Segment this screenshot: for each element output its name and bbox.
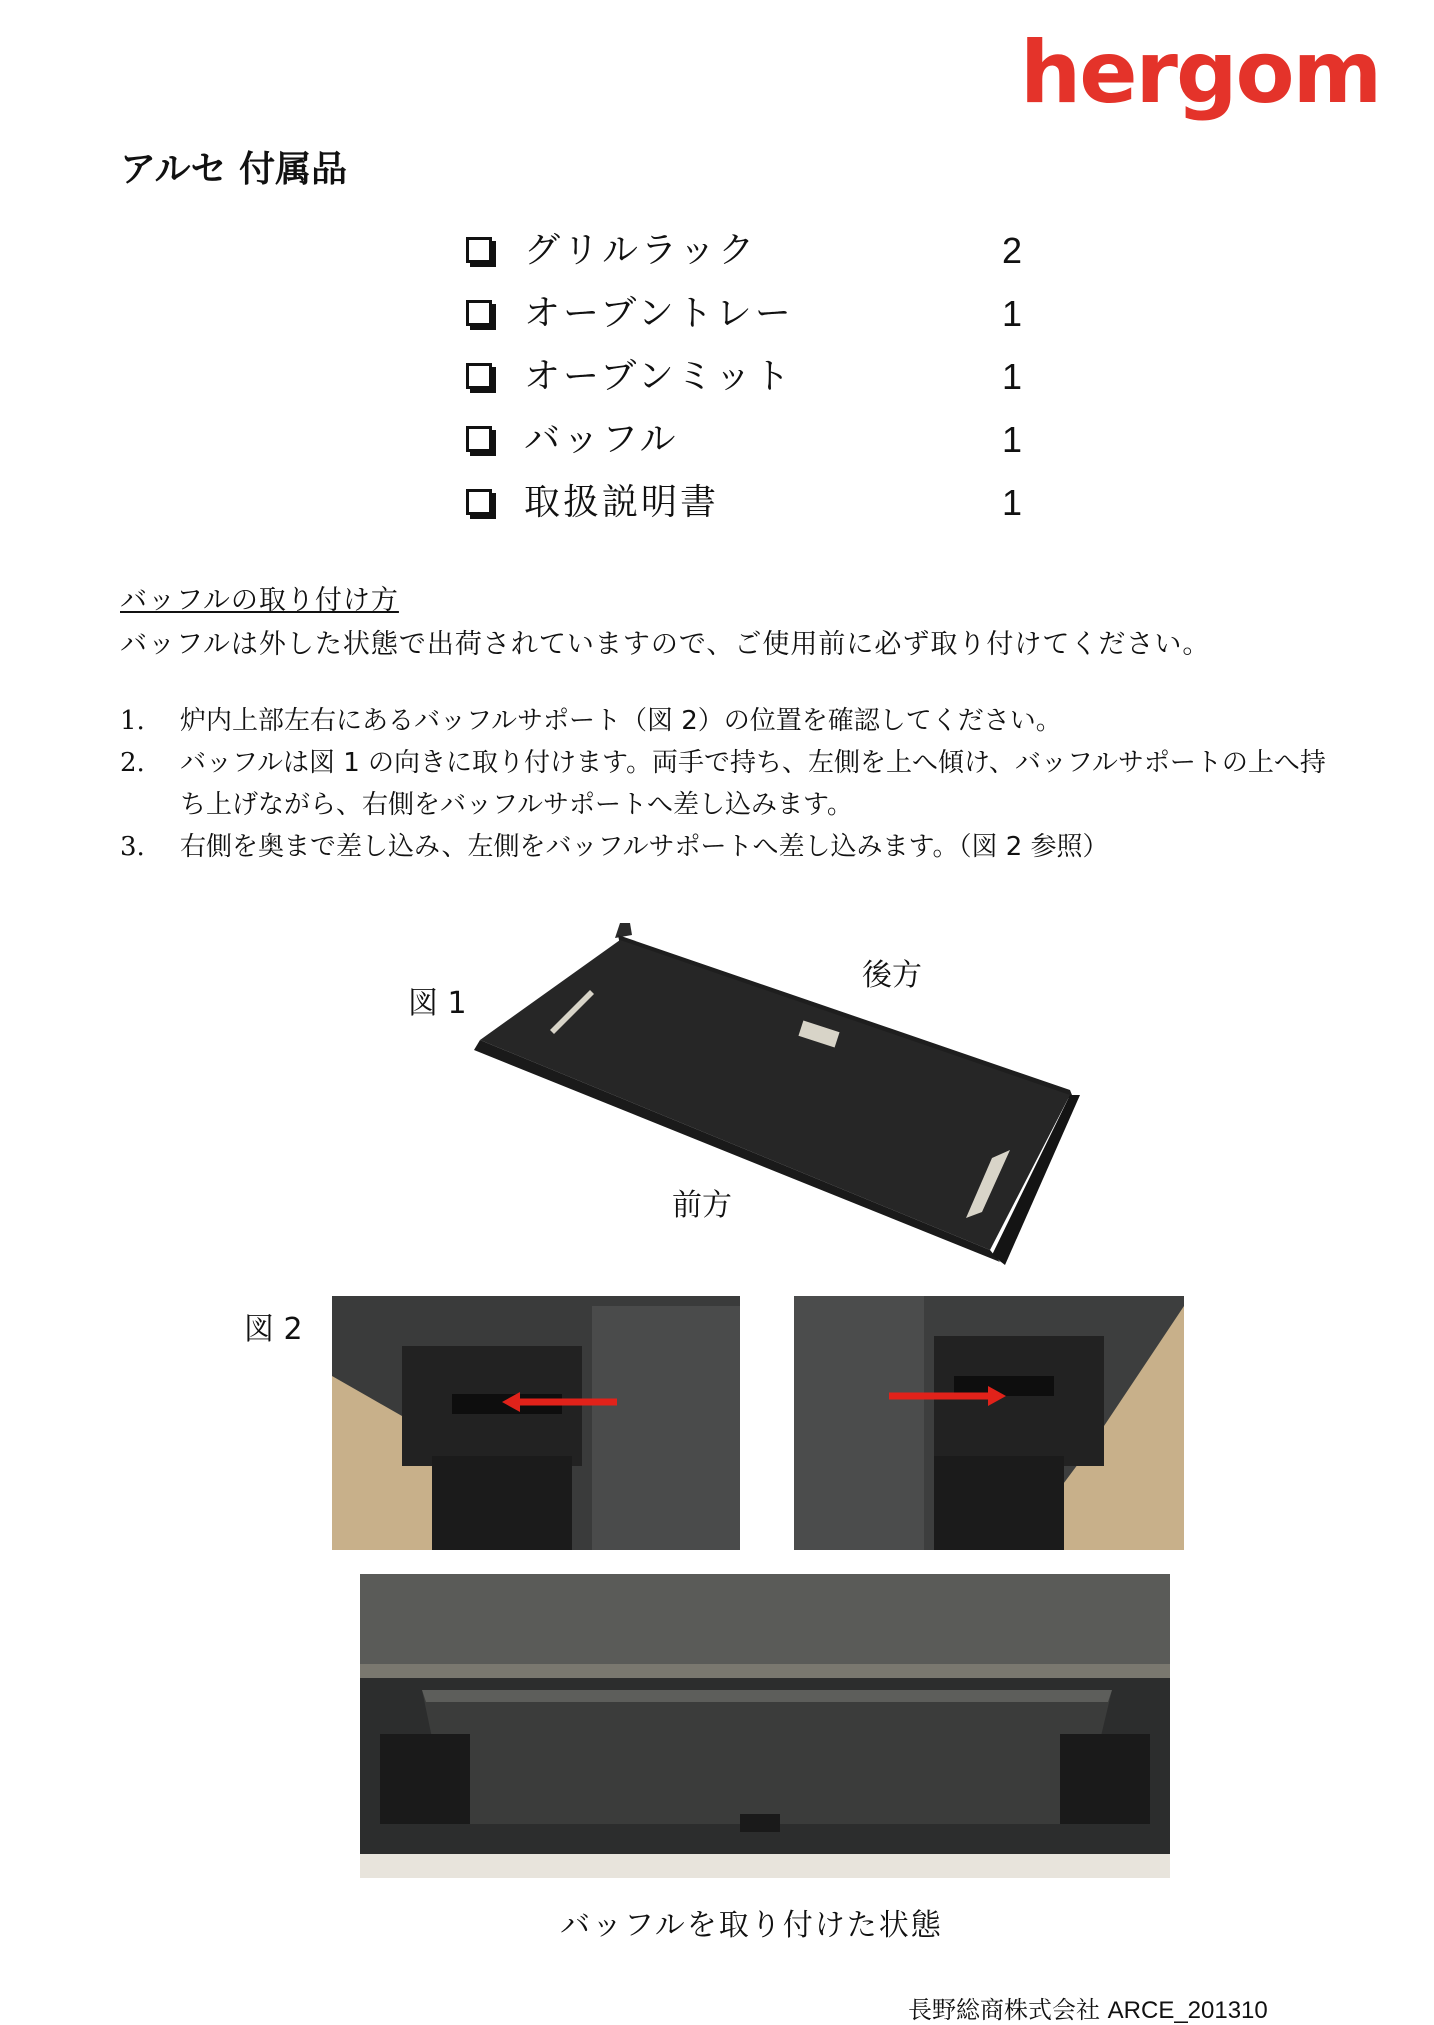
figure1-label: 図 1 xyxy=(408,986,467,1021)
figure1-back-label: 後方 xyxy=(862,958,922,993)
accessory-list xyxy=(462,225,1022,540)
checkbox-icon xyxy=(466,237,492,263)
footer xyxy=(908,1990,1268,2025)
list-item xyxy=(120,826,1340,868)
list-item xyxy=(462,288,1022,351)
list-item xyxy=(462,225,1022,288)
list-item xyxy=(120,742,1340,826)
installed-baffle-photo xyxy=(360,1574,1170,1878)
step-number: 2. xyxy=(120,748,145,778)
step-number: 3. xyxy=(120,832,145,862)
step-text: バッフルは図 1 の向きに取り付けます。両手で持ち、左側を上へ傾け、バッフルサポートの上へ持ち上げながら、右側をバッフルサポートへ差し込みます。 xyxy=(180,748,1326,820)
checkbox-icon xyxy=(466,489,492,515)
list-item xyxy=(462,477,1022,540)
item-name: グリルラック xyxy=(524,230,758,271)
list-item xyxy=(462,414,1022,477)
item-qty: 1 xyxy=(1002,293,1023,334)
figure2-caption: バッフルを取り付けた状態 xyxy=(560,1908,943,1943)
right-support-photo xyxy=(794,1296,1184,1550)
footer-code: ARCE_201310 xyxy=(1107,1997,1268,2024)
step-list xyxy=(120,700,1340,868)
item-qty: 1 xyxy=(1002,356,1023,397)
hergom-logo: hergom xyxy=(1020,23,1381,123)
item-name: オーブンミット xyxy=(524,356,794,397)
checkbox-icon xyxy=(466,363,492,389)
page-title: アルセ 付属品 xyxy=(120,149,348,190)
item-qty: 1 xyxy=(1002,482,1023,523)
step-text: 炉内上部左右にあるバッフルサポート（図 2）の位置を確認してください。 xyxy=(180,706,1062,736)
footer-company: 長野総商株式会社 xyxy=(908,1996,1100,2024)
item-qty: 1 xyxy=(1002,419,1023,460)
item-name: オーブントレー xyxy=(524,293,794,334)
item-name: 取扱説明書 xyxy=(524,482,720,523)
step-text: 右側を奥まで差し込み、左側をバッフルサポートへ差し込みます。（図 2 参照） xyxy=(180,832,1109,862)
left-support-photo xyxy=(332,1296,740,1550)
step-number: 1. xyxy=(120,706,145,736)
figure1-front-label: 前方 xyxy=(672,1188,732,1223)
checkbox-icon xyxy=(466,300,492,326)
section-intro: バッフルは外した状態で出荷されていますので、ご使用前に必ず取り付けてください。 xyxy=(120,629,1211,660)
item-name: バッフル xyxy=(524,419,679,460)
figure2-label: 図 2 xyxy=(244,1312,303,1347)
list-item xyxy=(120,700,1340,742)
section-heading: バッフルの取り付け方 xyxy=(120,585,399,616)
checkbox-icon xyxy=(466,426,492,452)
item-qty: 2 xyxy=(1002,230,1023,271)
baffle-photo xyxy=(470,920,1080,1280)
list-item xyxy=(462,351,1022,414)
